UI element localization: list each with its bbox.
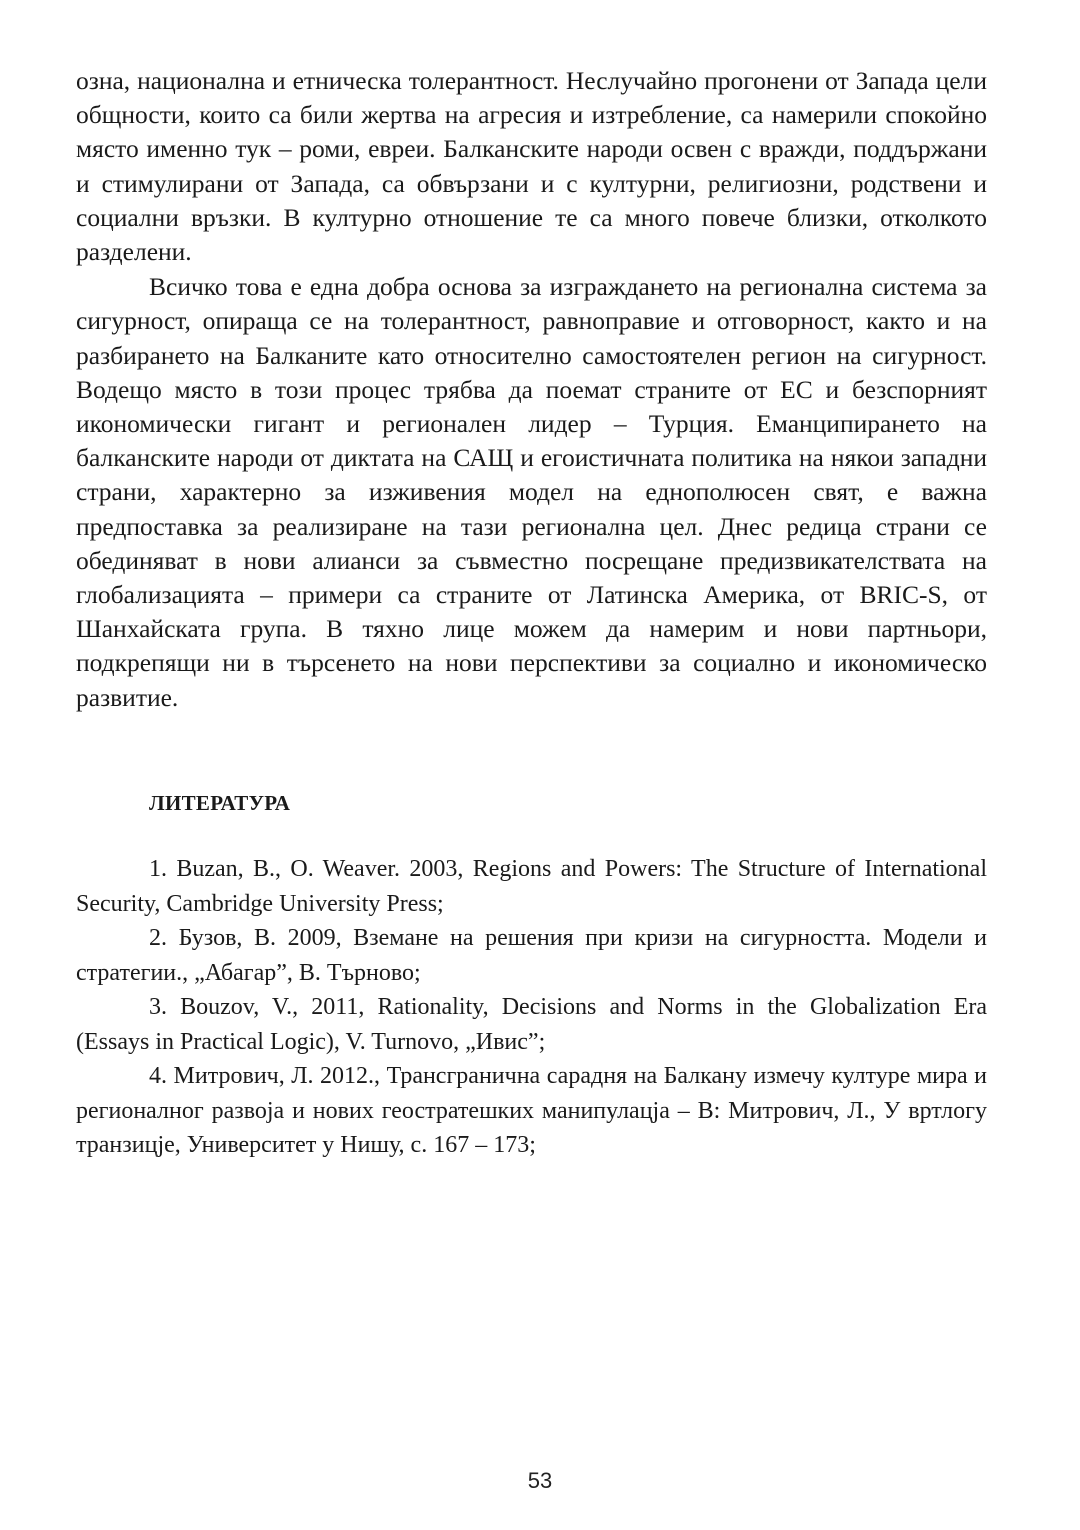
references-list [76,852,987,1163]
reference-item-4: 4. Митрович, Л. 2012., Трансгранична сарадня на Балкану измечу културе мира и регионалног развоја и нових геостратешких манипулацја – В: Митрович, Л., У вртлогу транзицје, Университет у Нишу, с. 167 – 173; [76,1063,987,1158]
reference-item-2: 2. Бузов, В. 2009, Вземане на решения при кризи на сигурността. Модели и стратегии., „Абагар”, В. Търново; [76,925,987,986]
reference-item-1: 1. Buzan, B., O. Weaver. 2003, Regions and Powers: The Structure of International Security, Cambridge University Press; [76,856,987,917]
reference-item-3: 3. Bouzov, V., 2011, Rationality, Decisions and Norms in the Globalization Era (Essays in Practical Logic), V. Turnovo, „Ивис”; [76,994,987,1055]
body-paragraph-2: Всичко това е една добра основа за изграждането на регионална система за сигурност, опираща се на толерантност, равноправие и отговорност, както и на разбирането на Балканите като относително самостоятелен регион на сигурност. Водещо място в този процес трябва да поемат страните от ЕС и безспорният икономически гигант и регионален лидер – Турция. Еманципирането на балканските народи от диктата на САЩ и егоистичната политика на някои западни страни, характерно за изживения модел на еднополюсен свят, е важна предпоставка за реализиране на тази регионална цел. Днес редица страни се обединяват в нови алианси за съвместно посрещане предизвикателствата на глобализацията – примери са страните от Латинска Америка, от BRIC-S, от Шанхайската група. В тяхно лице можем да намерим и нови партньори, подкрепящи ни в търсенето на нови перспективи за социално и икономическо развитие. [76,272,987,712]
body-paragraph-1: озна, национална и етническа толерантност. Неслучайно прогонени от Запада цели общности, които са били жертва на агресия и изтребление, са намерили спокойно място именно тук – роми, евреи. Балканските народи освен с вражди, поддържани и стимулирани от Запада, са обвързани и с културни, религиозни, родствени и социални връзки. В културно отношение те са много повече близки, отколкото разделени. [76,66,987,267]
references-heading: ЛИТЕРАТУРА [149,791,291,815]
page-content [76,64,987,1158]
page-number: 53 [527,1468,553,1493]
